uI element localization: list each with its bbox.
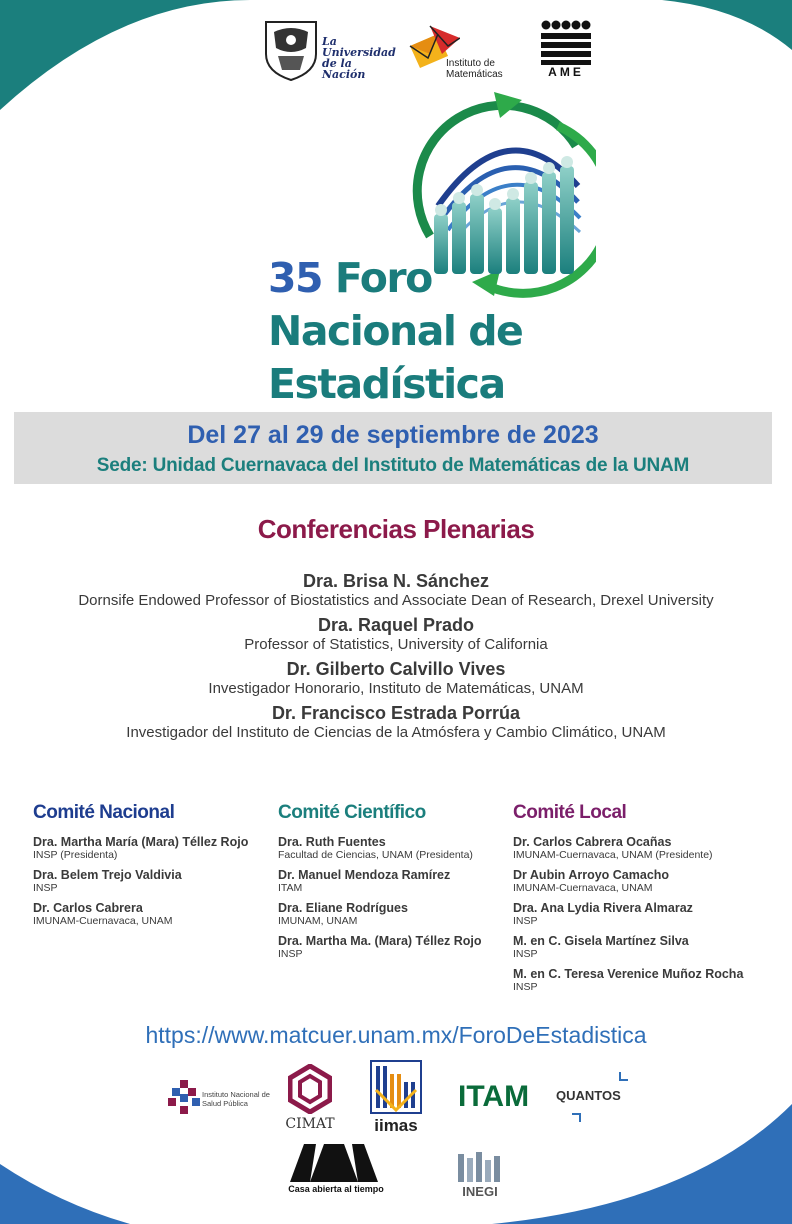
event-title (268, 252, 568, 411)
cimat-text: CIMAT (285, 1116, 335, 1132)
event-url-link[interactable]: https://www.matcuer.unam.mx/ForoDeEstadistica (145, 1022, 647, 1048)
title-line-2: Nacional de (268, 307, 523, 355)
committee-title: Comité Local (513, 802, 627, 823)
itam-logo (458, 1082, 542, 1112)
member-item (278, 835, 508, 861)
corner-decoration-top-left (0, 0, 250, 110)
member-item (278, 901, 508, 927)
ame-mark-icon (540, 20, 592, 66)
member-name: Dra. Eliane Rodrígues (278, 901, 408, 915)
member-item (33, 868, 273, 894)
unam-shield-icon (262, 20, 320, 82)
unam-logo (262, 20, 396, 82)
cimat-mark-icon (288, 1064, 332, 1114)
member-item (33, 835, 273, 861)
event-dates: Del 27 al 29 de septiembre de 2023 (187, 421, 599, 449)
speaker-item (0, 702, 792, 742)
uam-text: Casa abierta al tiempo (288, 1184, 384, 1194)
ame-logo (540, 20, 592, 80)
member-item (278, 934, 508, 960)
member-name: Dra. Ruth Fuentes (278, 835, 386, 849)
iimas-logo (368, 1060, 424, 1138)
member-affiliation: INSP (278, 948, 303, 960)
speaker-name: Dr. Francisco Estrada Porrúa (271, 703, 521, 723)
iimas-mark-icon (370, 1060, 422, 1114)
member-affiliation: ITAM (278, 882, 303, 894)
member-item (513, 967, 773, 993)
instituto-matematicas-text: Instituto de Matemáticas (446, 58, 503, 80)
member-affiliation: IMUNAM-Cuernavaca, UNAM (513, 882, 653, 894)
speaker-item (0, 658, 792, 698)
member-name: Dr. Carlos Cabrera (33, 901, 143, 915)
unam-script-text: La Universidad de la Nación (322, 35, 396, 81)
quantos-text: QUANTOS (556, 1088, 621, 1103)
corner-decoration-bottom-left (0, 1164, 130, 1224)
member-name: Dra. Martha María (Mara) Téllez Rojo (33, 835, 249, 849)
member-affiliation: IMUNAM-Cuernavaca, UNAM (33, 915, 173, 927)
speaker-name: Dra. Brisa N. Sánchez (302, 571, 490, 591)
member-item (33, 901, 273, 927)
title-number: 35 (268, 254, 323, 302)
insp-text: Instituto Nacional de Salud Pública (202, 1090, 270, 1108)
committee-nacional (33, 802, 273, 934)
event-venue: Sede: Unidad Cuernavaca del Instituto de Matemáticas de la UNAM (96, 455, 690, 476)
speaker-name: Dra. Raquel Prado (317, 615, 475, 635)
ame-text: AME (548, 65, 584, 79)
uam-mark-icon (290, 1144, 378, 1182)
member-name: Dr. Carlos Cabrera Ocañas (513, 835, 672, 849)
member-affiliation: INSP (Presidenta) (33, 849, 118, 861)
committee-cientifico (278, 802, 508, 967)
speaker-name: Dr. Gilberto Calvillo Vives (286, 659, 506, 679)
quantos-logo (556, 1072, 632, 1122)
member-affiliation: IMUNAM, UNAM (278, 915, 358, 927)
speaker-affiliation: Dornsife Endowed Professor of Biostatistics and Associate Dean of Research, Drexel University (78, 592, 714, 609)
member-affiliation: INSP (513, 981, 538, 993)
speaker-item (0, 614, 792, 654)
member-name: Dra. Martha Ma. (Mara) Téllez Rojo (278, 934, 482, 948)
member-affiliation: INSP (513, 915, 538, 927)
member-name: M. en C. Gisela Martínez Silva (513, 934, 689, 948)
member-affiliation: Facultad de Ciencias, UNAM (Presidenta) (278, 849, 473, 861)
member-item (513, 934, 773, 960)
member-item (513, 868, 773, 894)
inegi-text: INEGI (462, 1184, 498, 1199)
title-line-3: Estadística (268, 360, 505, 408)
itam-text: ITAM (458, 1080, 530, 1113)
corner-bracket-icon (572, 1112, 582, 1122)
speaker-item (0, 570, 792, 610)
member-affiliation: IMUNAM-Cuernavaca, UNAM (Presidente) (513, 849, 713, 861)
speaker-affiliation: Professor of Statistics, University of California (244, 636, 548, 653)
insp-logo (168, 1080, 268, 1116)
committee-local (513, 802, 773, 1000)
iimas-text: iimas (374, 1116, 418, 1135)
committee-title: Comité Nacional (33, 802, 175, 823)
member-item (278, 868, 508, 894)
cimat-logo (282, 1064, 338, 1136)
corner-decoration-bottom-right (492, 1104, 792, 1224)
member-affiliation: INSP (33, 882, 58, 894)
member-name: Dra. Belem Trejo Valdivia (33, 868, 182, 882)
inegi-mark-icon (456, 1150, 504, 1184)
date-band (14, 412, 772, 484)
member-item (513, 901, 773, 927)
committee-title: Comité Científico (278, 802, 426, 823)
member-item (513, 835, 773, 861)
member-name: Dr. Manuel Mendoza Ramírez (278, 868, 451, 882)
inegi-logo (456, 1150, 504, 1202)
member-affiliation: INSP (513, 948, 538, 960)
title-word-foro: Foro (334, 254, 432, 302)
corner-decoration-top-right (662, 0, 792, 50)
member-name: Dr Aubin Arroyo Camacho (513, 868, 670, 882)
instituto-matematicas-logo (408, 24, 518, 80)
uam-logo (286, 1144, 386, 1204)
speaker-affiliation: Investigador del Instituto de Ciencias de la Atmósfera y Cambio Climático, UNAM (126, 724, 666, 741)
title-line-1 (268, 252, 568, 305)
speaker-affiliation: Investigador Honorario, Instituto de Matemáticas, UNAM (208, 680, 584, 697)
insp-mark-icon (168, 1080, 200, 1116)
plenary-heading: Conferencias Plenarias (257, 514, 535, 544)
corner-bracket-icon (618, 1072, 628, 1082)
member-name: Dra. Ana Lydia Rivera Almaraz (513, 901, 693, 915)
speaker-list (0, 570, 792, 746)
member-name: M. en C. Teresa Verenice Muñoz Rocha (513, 967, 744, 981)
